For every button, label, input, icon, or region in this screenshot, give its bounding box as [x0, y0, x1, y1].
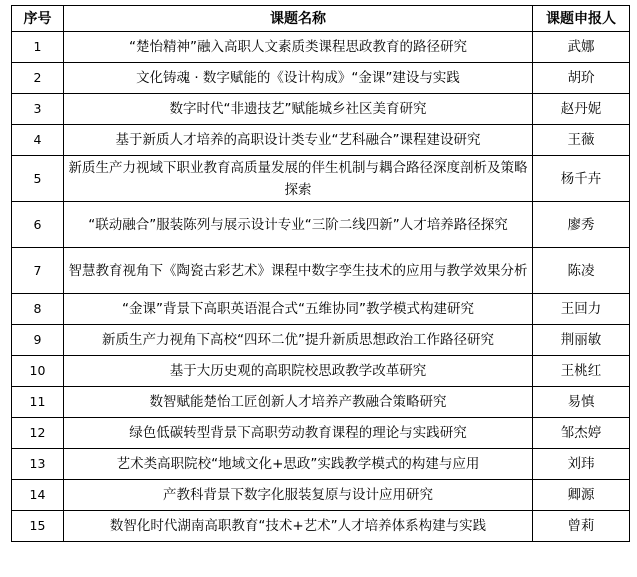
table-row: [12, 94, 630, 125]
row-index: 5: [12, 156, 64, 202]
row-title: 产教科背景下数字化服装复原与设计应用研究: [64, 480, 533, 511]
table-row: [12, 125, 630, 156]
row-title: 基于大历史观的高职院校思政教学改革研究: [64, 356, 533, 387]
header-applicant: 课题申报人: [533, 6, 630, 32]
row-title: “楚怡精神”融入高职人文素质类课程思政教育的路径研究: [64, 32, 533, 63]
row-index: 13: [12, 449, 64, 480]
header-row: [12, 6, 630, 32]
table-row: [12, 294, 630, 325]
row-index: 15: [12, 511, 64, 542]
row-applicant: 陈凌: [533, 248, 630, 294]
row-title: “金课”背景下高职英语混合式“五维协同”教学模式构建研究: [64, 294, 533, 325]
table-row: [12, 63, 630, 94]
row-index: 4: [12, 125, 64, 156]
row-title: 智慧教育视角下《陶瓷古彩艺术》课程中数字孪生技术的应用与教学效果分析: [64, 248, 533, 294]
row-index: 10: [12, 356, 64, 387]
table-row: [12, 202, 630, 248]
table-row: [12, 511, 630, 542]
table-row: [12, 356, 630, 387]
row-applicant: 赵丹妮: [533, 94, 630, 125]
row-title: “联动融合”服装陈列与展示设计专业“三阶二线四新”人才培养路径探究: [64, 202, 533, 248]
table-row: [12, 480, 630, 511]
row-title: 新质生产力视角下高校“四环二优”提升新质思想政治工作路径研究: [64, 325, 533, 356]
row-applicant: 易慎: [533, 387, 630, 418]
row-applicant: 刘玮: [533, 449, 630, 480]
row-index: 14: [12, 480, 64, 511]
table-row: [12, 325, 630, 356]
table-row: [12, 387, 630, 418]
row-title: 基于新质人才培养的高职设计类专业“艺科融合”课程建设研究: [64, 125, 533, 156]
row-title: 新质生产力视域下职业教育高质量发展的伴生机制与耦合路径深度剖析及策略探索: [64, 156, 533, 202]
row-applicant: 武娜: [533, 32, 630, 63]
topics-table: [11, 5, 630, 542]
table-row: [12, 449, 630, 480]
row-applicant: 廖秀: [533, 202, 630, 248]
row-index: 12: [12, 418, 64, 449]
row-applicant: 卿源: [533, 480, 630, 511]
row-title: 绿色低碳转型背景下高职劳动教育课程的理论与实践研究: [64, 418, 533, 449]
table-row: [12, 156, 630, 202]
row-index: 7: [12, 248, 64, 294]
row-index: 2: [12, 63, 64, 94]
row-index: 3: [12, 94, 64, 125]
table-row: [12, 248, 630, 294]
row-applicant: 王薇: [533, 125, 630, 156]
header-index: 序号: [12, 6, 64, 32]
row-index: 1: [12, 32, 64, 63]
row-title: 数字时代“非遗技艺”赋能城乡社区美育研究: [64, 94, 533, 125]
row-index: 11: [12, 387, 64, 418]
row-applicant: 邹杰婷: [533, 418, 630, 449]
row-title: 数智赋能楚怡工匠创新人才培养产教融合策略研究: [64, 387, 533, 418]
table-row: [12, 418, 630, 449]
row-applicant: 曾莉: [533, 511, 630, 542]
row-index: 8: [12, 294, 64, 325]
row-title: 艺术类高职院校“地域文化+思政”实践教学模式的构建与应用: [64, 449, 533, 480]
row-title: 数智化时代湖南高职教育“技术+艺术”人才培养体系构建与实践: [64, 511, 533, 542]
row-applicant: 胡玠: [533, 63, 630, 94]
row-index: 9: [12, 325, 64, 356]
row-applicant: 王回力: [533, 294, 630, 325]
header-title: 课题名称: [64, 6, 533, 32]
row-title: 文化铸魂 · 数字赋能的《设计构成》“金课”建设与实践: [64, 63, 533, 94]
row-index: 6: [12, 202, 64, 248]
row-applicant: 荆丽敏: [533, 325, 630, 356]
table-row: [12, 32, 630, 63]
row-applicant: 王桃红: [533, 356, 630, 387]
row-applicant: 杨千卉: [533, 156, 630, 202]
